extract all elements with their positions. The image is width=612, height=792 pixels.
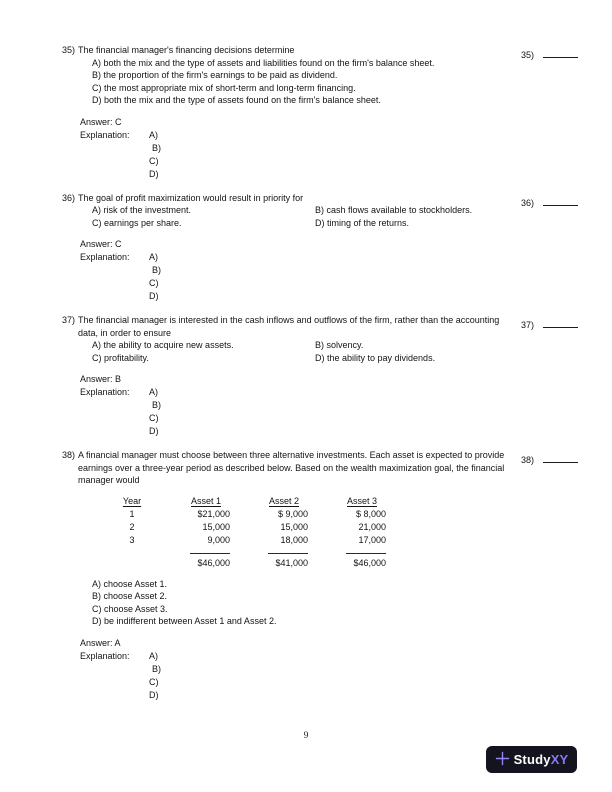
logo-xy-text: XY xyxy=(550,752,569,767)
explanation-items xyxy=(149,650,161,702)
table-cell: 18,000 xyxy=(280,534,308,545)
answer-label: Answer: xyxy=(80,374,113,384)
page-content xyxy=(62,44,578,713)
explanation-block xyxy=(80,386,578,438)
question-38 xyxy=(62,449,578,702)
explanation-items xyxy=(149,251,161,303)
answer-blank-line xyxy=(543,45,578,58)
answer-value: B xyxy=(115,374,122,384)
explanation-item-b: B) xyxy=(152,663,161,674)
question-number: 36) xyxy=(62,192,76,203)
margin-answer-ref-35 xyxy=(521,45,578,60)
answer-row xyxy=(80,238,578,251)
earnings-table xyxy=(112,495,578,570)
table-sum-rule xyxy=(182,547,230,557)
table-total-asset2: $41,000 xyxy=(275,557,308,568)
question-text: The financial manager's financing decisions determine xyxy=(78,45,295,55)
explanation-block xyxy=(80,650,578,702)
option-d: D) the ability to pay dividends. xyxy=(315,352,436,363)
option-d: D) be indifferent between Asset 1 and Asset 2. xyxy=(92,616,277,626)
table-cell: 21,000 xyxy=(358,521,386,532)
question-head xyxy=(62,449,578,487)
option-b: B) solvency. xyxy=(315,340,364,350)
question-options xyxy=(92,578,578,628)
logo-wordmark xyxy=(514,752,569,767)
question-head xyxy=(62,192,578,205)
explanation-item-d: D) xyxy=(149,291,159,301)
table-cell: 9,000 xyxy=(207,534,230,545)
question-head xyxy=(62,44,578,57)
question-35 xyxy=(62,44,578,181)
table-cell: 15,000 xyxy=(280,521,308,532)
explanation-item-c: C) xyxy=(149,413,159,423)
question-text: A financial manager must choose between three alternative investments. Each asset is expected to provide earnings over a three-year period as described below. Based on the wealth maximization goal, the financial manager would xyxy=(78,450,505,485)
table-cell: 17,000 xyxy=(358,534,386,545)
table-header-year: Year xyxy=(122,495,142,506)
answer-value: C xyxy=(115,116,122,127)
option-c: C) choose Asset 3. xyxy=(92,603,168,614)
explanation-item-c: C) xyxy=(149,676,159,687)
explanation-label: Explanation: xyxy=(80,650,130,661)
option-c: C) earnings per share. xyxy=(92,217,182,228)
table-cell: $ 9,000 xyxy=(277,508,308,519)
answer-label: Answer: xyxy=(80,239,113,249)
explanation-block xyxy=(80,251,578,303)
option-a: A) both the mix and the type of assets and liabilities found on the firm's balance sheet. xyxy=(92,57,435,68)
page-number: 9 xyxy=(303,731,309,741)
table-header-asset3: Asset 3 xyxy=(346,495,377,506)
option-a: A) the ability to acquire new assets. xyxy=(92,340,234,350)
table-cell: 2 xyxy=(129,521,135,532)
option-c: C) the most appropriate mix of short-term and long-term financing. xyxy=(92,82,356,93)
answer-value: C xyxy=(115,239,122,249)
explanation-item-d: D) xyxy=(149,426,159,436)
answer-row xyxy=(80,373,578,386)
option-d: D) timing of the returns. xyxy=(315,217,410,228)
table-cell: 15,000 xyxy=(202,521,230,532)
answer-blank-line xyxy=(543,450,578,463)
option-b: B) cash flows available to stockholders. xyxy=(315,205,473,215)
answer-row xyxy=(80,637,578,650)
question-options xyxy=(92,57,578,107)
studyxy-logo xyxy=(486,746,577,773)
plus-icon xyxy=(495,751,510,768)
table-cell: $21,000 xyxy=(197,508,230,519)
option-a: A) risk of the investment. xyxy=(92,205,192,215)
question-options xyxy=(92,339,578,364)
table-total-asset1: $46,000 xyxy=(197,557,230,568)
question-number: 37) xyxy=(62,315,76,325)
logo-study-text: Study xyxy=(513,752,551,767)
explanation-item-d: D) xyxy=(149,168,159,179)
option-c: C) profitability. xyxy=(92,352,149,363)
explanation-items xyxy=(149,129,161,181)
table-header-asset2: Asset 2 xyxy=(268,495,299,506)
question-number: 38) xyxy=(62,450,76,460)
explanation-item-d: D) xyxy=(149,689,159,700)
margin-answer-ref-36 xyxy=(521,193,578,208)
answer-label: Answer: xyxy=(80,637,113,648)
answer-blank-line xyxy=(543,315,578,328)
question-36 xyxy=(62,192,578,304)
margin-question-number: 36) xyxy=(520,197,534,208)
table-cell: $ 8,000 xyxy=(355,508,386,519)
table-sum-rule xyxy=(260,547,308,557)
answer-label: Answer: xyxy=(80,116,113,127)
option-b: B) the proportion of the firm's earnings to be paid as dividend. xyxy=(92,70,338,80)
margin-question-number: 35) xyxy=(520,50,534,60)
question-text: The financial manager is interested in the cash inflows and outflows of the firm, rather than the accounting data, in order to ensure xyxy=(78,315,500,338)
table-cell: 3 xyxy=(129,534,135,545)
answer-blank-line xyxy=(543,193,578,206)
option-a: A) choose Asset 1. xyxy=(92,578,168,589)
explanation-label: Explanation: xyxy=(80,129,130,140)
explanation-item-a: A) xyxy=(149,387,158,397)
answer-row xyxy=(80,116,578,129)
margin-question-number: 38) xyxy=(520,455,534,465)
explanation-label: Explanation: xyxy=(80,387,130,397)
question-number: 35) xyxy=(62,45,76,55)
explanation-label: Explanation: xyxy=(80,252,130,262)
margin-question-number: 37) xyxy=(520,320,534,330)
answer-value: A xyxy=(114,637,121,648)
explanation-block xyxy=(80,129,578,181)
option-d: D) both the mix and the type of assets found on the firm's balance sheet. xyxy=(92,95,381,105)
margin-answer-ref-38 xyxy=(521,450,578,465)
question-head xyxy=(62,314,578,339)
table-total-asset3: $46,000 xyxy=(353,557,386,568)
table-header-asset1: Asset 1 xyxy=(190,495,221,506)
option-b: B) choose Asset 2. xyxy=(92,591,168,601)
question-options xyxy=(92,204,578,229)
table-sum-rule xyxy=(338,547,386,557)
explanation-item-b: B) xyxy=(152,142,161,153)
explanation-items xyxy=(149,386,161,438)
explanation-item-a: A) xyxy=(149,650,158,661)
explanation-item-a: A) xyxy=(149,129,158,140)
explanation-item-c: C) xyxy=(149,155,159,166)
explanation-item-b: B) xyxy=(152,400,161,410)
question-text: The goal of profit maximization would result in priority for xyxy=(78,192,304,203)
margin-answer-ref-37 xyxy=(521,315,578,330)
question-37 xyxy=(62,314,578,438)
explanation-item-a: A) xyxy=(149,252,158,262)
table-cell: 1 xyxy=(129,508,135,519)
explanation-item-b: B) xyxy=(152,265,161,275)
explanation-item-c: C) xyxy=(149,278,159,288)
